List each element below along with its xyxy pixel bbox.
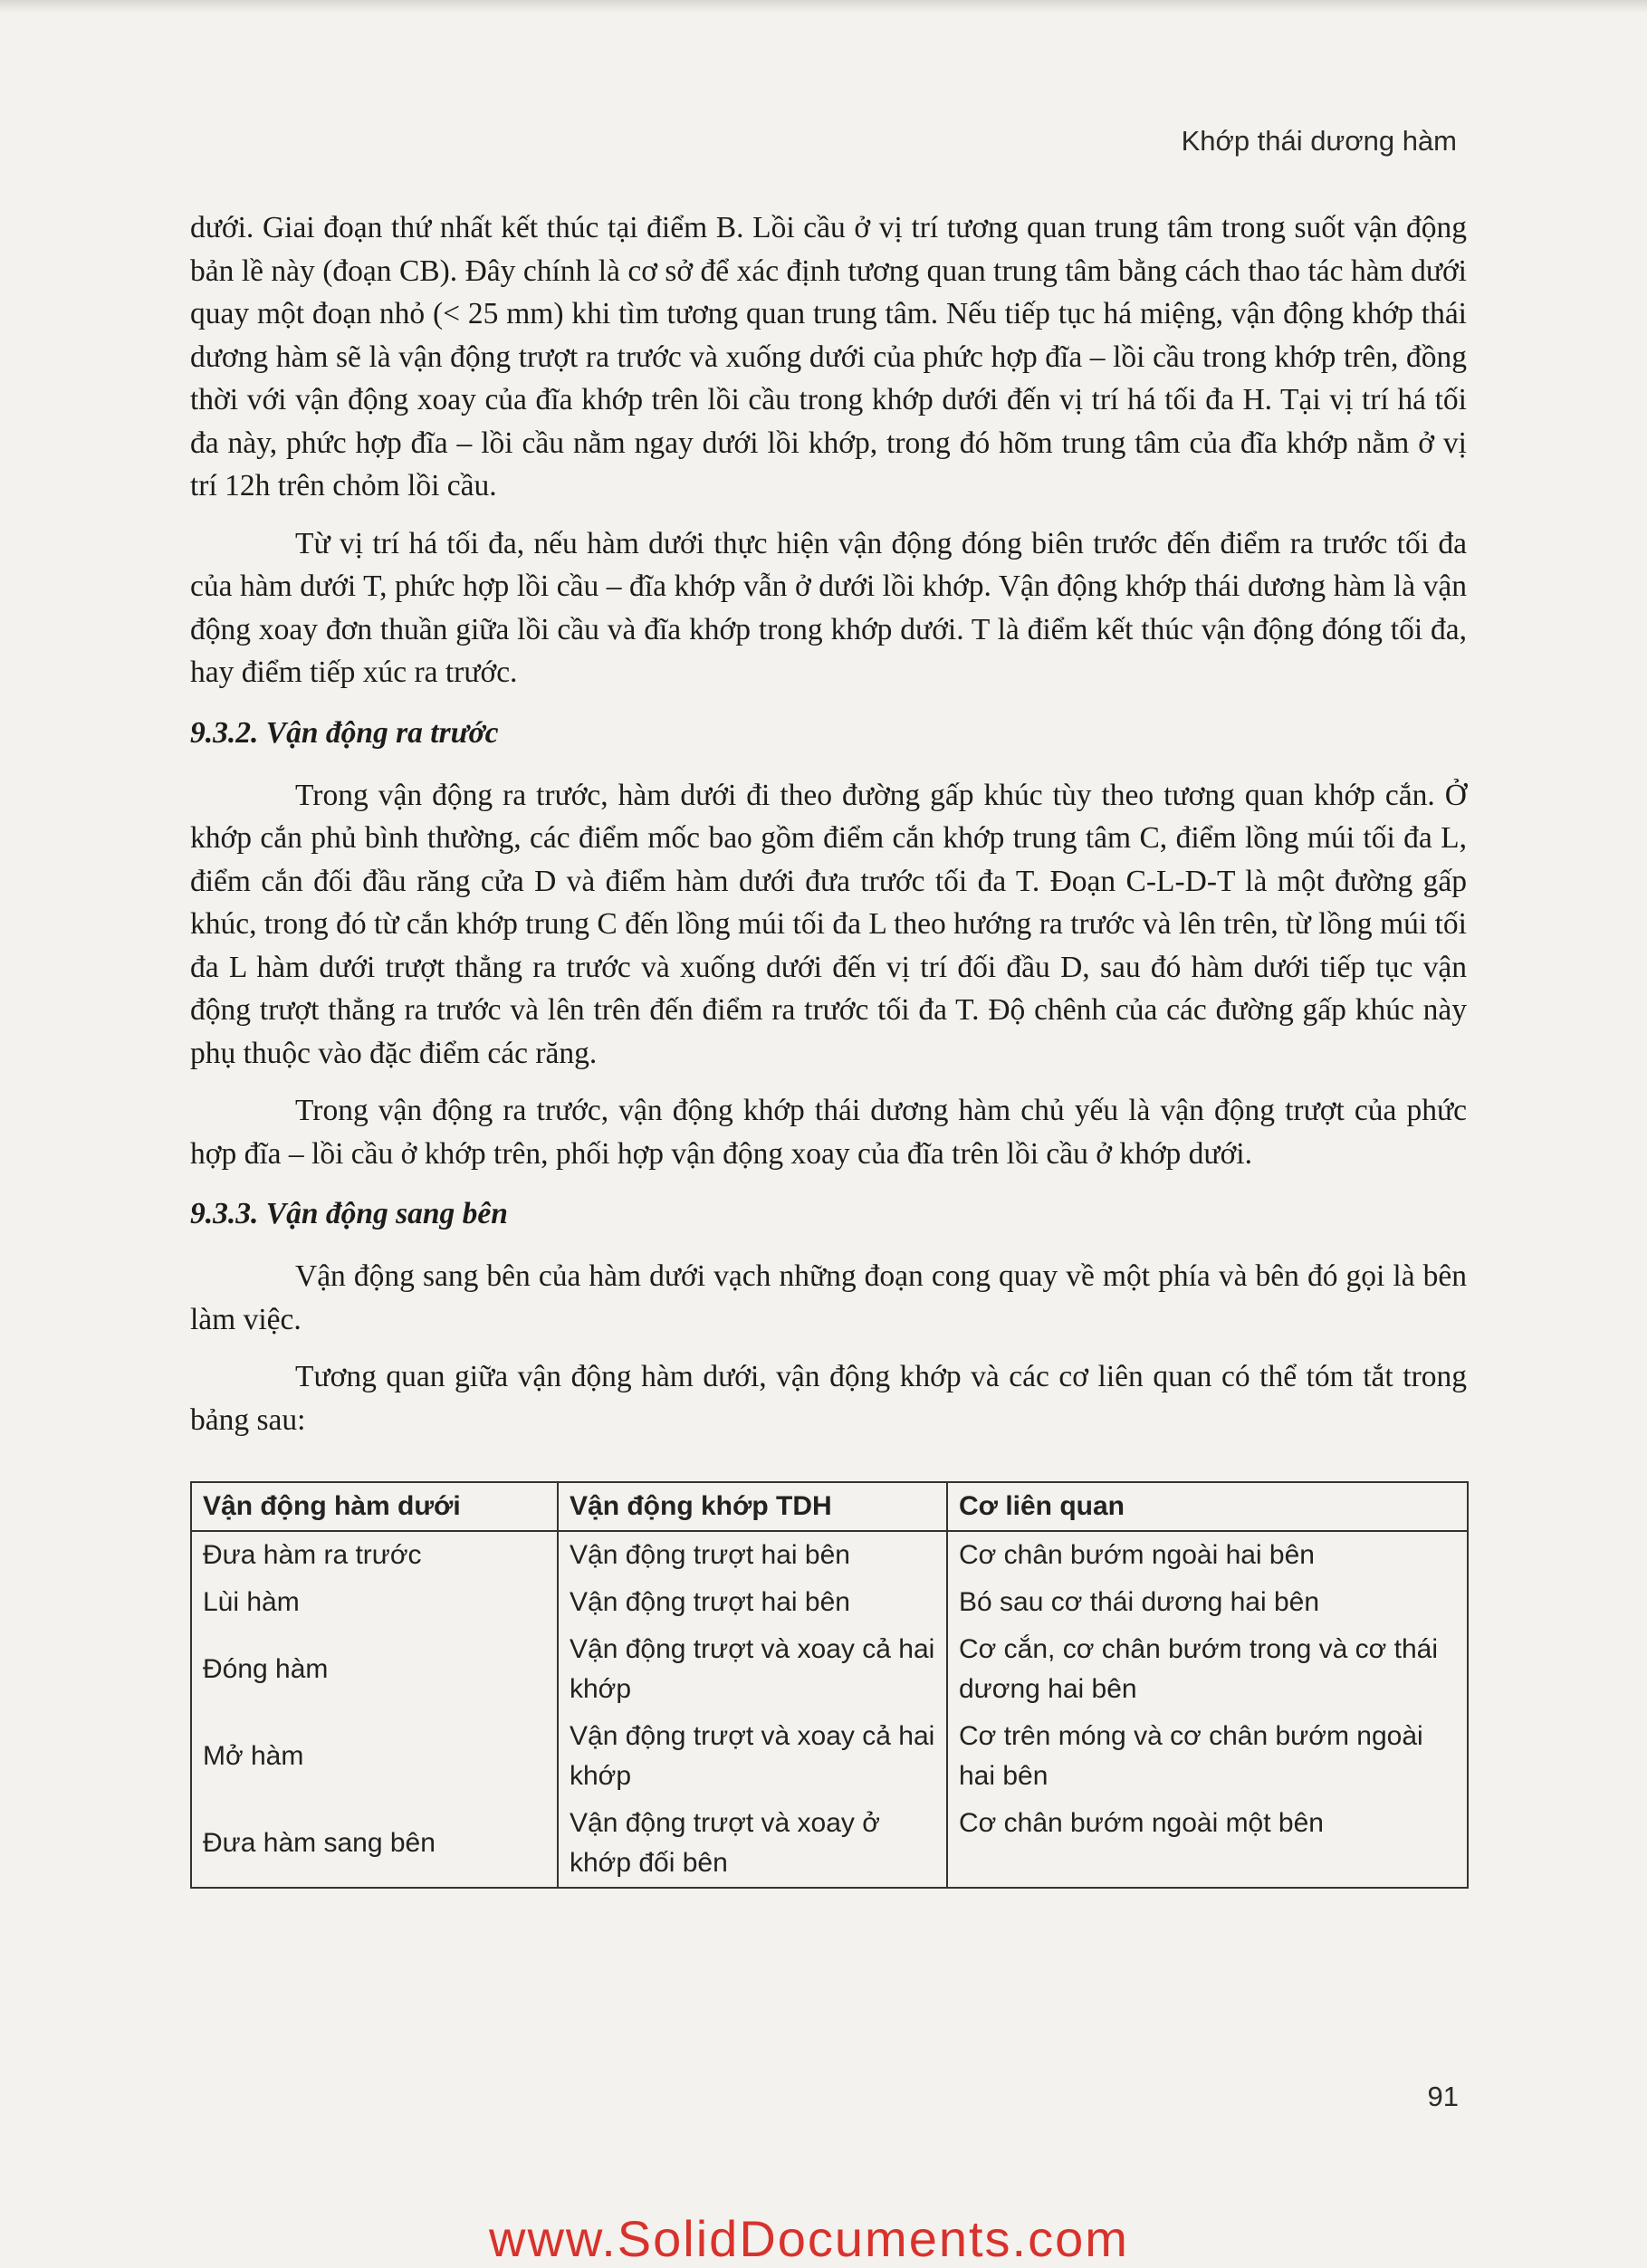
table-header-cell: Cơ liên quan bbox=[947, 1482, 1468, 1531]
table-header-cell: Vận động hàm dưới bbox=[191, 1482, 558, 1531]
table-cell: Cơ chân bướm ngoài hai bên bbox=[947, 1531, 1468, 1579]
paragraph: Trong vận động ra trước, hàm dưới đi theo đường gấp khúc tùy theo tương quan khớp cắn. Ở khớp cắn phủ bình thường, các điểm mốc bao gồm điểm cắn khớp trung tâm C, điểm lồng múi tối đa L, điểm cắn đối đầu răng cửa D và điểm hàm dưới đưa trước tối đa T. Đoạn C-L-D-T là một đường gấp khúc, trong đó từ cắn khớp trung C đến lồng múi tối đa L theo hướng ra trước và lên trên, từ lồng múi tối đa L hàm dưới trượt thẳng ra trước và xuống dưới đến vị trí đối đầu D, sau đó hàm dưới tiếp tục vận động trượt thẳng ra trước và lên trên đến điểm ra trước tối đa T. Độ chênh của các đường gấp khúc này phụ thuộc vào đặc điểm các răng. bbox=[190, 778, 1467, 1070]
table-cell: Đưa hàm ra trước bbox=[191, 1531, 558, 1579]
page-content bbox=[190, 206, 1467, 1889]
table-cell: Đóng hàm bbox=[191, 1626, 558, 1713]
table-header-cell: Vận động khớp TDH bbox=[558, 1482, 947, 1531]
running-header: Khớp thái dương hàm bbox=[1181, 125, 1457, 157]
movement-muscle-table bbox=[190, 1481, 1469, 1889]
paragraph: Trong vận động ra trước, vận động khớp thái dương hàm chủ yếu là vận động trượt của phức hợp đĩa – lồi cầu ở khớp trên, phối hợp vận động xoay của đĩa trên lồi cầu ở khớp dưới. bbox=[190, 1094, 1467, 1171]
table-cell: Cơ cắn, cơ chân bướm trong và cơ thái dương hai bên bbox=[947, 1626, 1468, 1713]
table-header-row bbox=[191, 1482, 1468, 1531]
watermark-text: www.SolidDocuments.com bbox=[489, 2210, 1129, 2267]
table-row bbox=[191, 1626, 1468, 1713]
page-number: 91 bbox=[1427, 2081, 1459, 2112]
table-cell: Vận động trượt hai bên bbox=[558, 1579, 947, 1626]
paragraph: dưới. Giai đoạn thứ nhất kết thúc tại điểm B. Lồi cầu ở vị trí tương quan trung tâm trong suốt vận động bản lề này (đoạn CB). Đây chính là cơ sở để xác định tương quan trung tâm bằng cách thao tác hàm dưới quay một đoạn nhỏ (< 25 mm) khi tìm tương quan trung tâm. Nếu tiếp tục há miệng, vận động khớp thái dương hàm sẽ là vận động trượt ra trước và xuống dưới của phức hợp đĩa – lồi cầu trong khớp trên, đồng thời với vận động xoay của đĩa khớp trên lồi cầu trong khớp dưới đến vị trí há tối đa H. Tại vị trí há tối đa này, phức hợp đĩa – lồi cầu nằm ngay dưới lồi khớp, trong đó hõm trung tâm của đĩa khớp nằm ở vị trí 12h trên chỏm lồi cầu. bbox=[190, 211, 1467, 502]
table-row bbox=[191, 1531, 1468, 1579]
table-row bbox=[191, 1800, 1468, 1888]
table-cell: Vận động trượt và xoay cả hai khớp bbox=[558, 1626, 947, 1713]
table-row bbox=[191, 1713, 1468, 1800]
table-cell: Vận động trượt và xoay cả hai khớp bbox=[558, 1713, 947, 1800]
section-heading-9-3-2: 9.3.2. Vận động ra trước bbox=[190, 715, 499, 750]
table-cell: Đưa hàm sang bên bbox=[191, 1800, 558, 1888]
table-cell: Cơ trên móng và cơ chân bướm ngoài hai bên bbox=[947, 1713, 1468, 1800]
table-cell: Cơ chân bướm ngoài một bên bbox=[947, 1800, 1468, 1888]
page-top-edge bbox=[0, 0, 1647, 13]
table-cell: Vận động trượt hai bên bbox=[558, 1531, 947, 1579]
section-heading-9-3-3: 9.3.3. Vận động sang bên bbox=[190, 1197, 508, 1230]
paragraph: Vận động sang bên của hàm dưới vạch những đoạn cong quay về một phía và bên đó gọi là bên làm việc. bbox=[190, 1259, 1467, 1336]
table-cell: Lùi hàm bbox=[191, 1579, 558, 1626]
table-cell: Mở hàm bbox=[191, 1713, 558, 1800]
paragraph: Tương quan giữa vận động hàm dưới, vận động khớp và các cơ liên quan có thể tóm tắt trong bảng sau: bbox=[190, 1360, 1467, 1437]
table-row bbox=[191, 1579, 1468, 1626]
paragraph: Từ vị trí há tối đa, nếu hàm dưới thực hiện vận động đóng biên trước đến điểm ra trước tối đa của hàm dưới T, phức hợp lồi cầu – đĩa khớp vẫn ở dưới lồi khớp. Vận động khớp thái dương hàm là vận động xoay đơn thuần giữa lồi cầu và đĩa khớp trong khớp dưới. T là điểm kết thúc vận động đóng tối đa, hay điểm tiếp xúc ra trước. bbox=[190, 526, 1467, 689]
table-cell: Bó sau cơ thái dương hai bên bbox=[947, 1579, 1468, 1626]
table-cell: Vận động trượt và xoay ở khớp đối bên bbox=[558, 1800, 947, 1888]
